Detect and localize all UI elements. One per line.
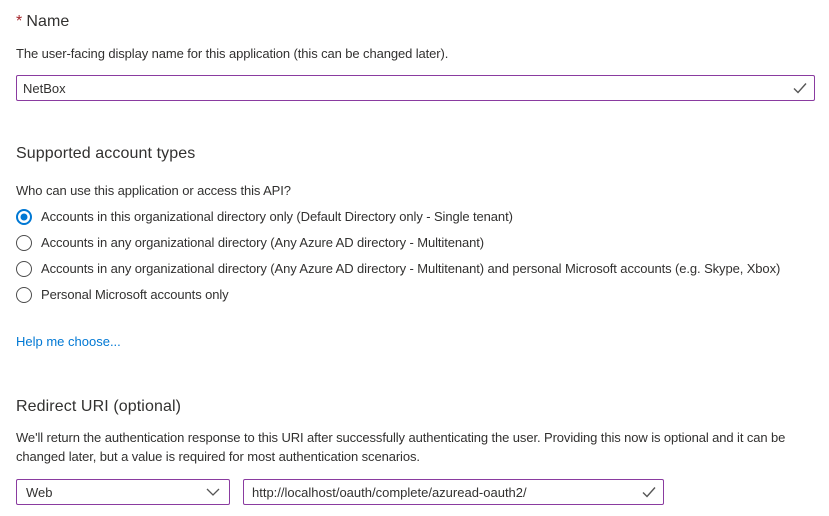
redirect-uri-input-container [243, 479, 664, 505]
radio-button[interactable] [16, 287, 32, 303]
radio-row[interactable] [16, 285, 815, 305]
redirect-uri-description: We'll return the authentication response to this URI after successfully authenticating the user. Providing this now is optional and it can be changed later, but a value is required for most authentication scenarios. [16, 430, 786, 464]
required-asterisk: * [16, 13, 23, 30]
radio-label: Accounts in this organizational directory only (Default Directory only - Single tenant) [41, 209, 513, 224]
redirect-uri-row [16, 479, 815, 505]
radio-label: Personal Microsoft accounts only [41, 287, 229, 302]
account-types-question: Who can use this application or access this API? [16, 183, 291, 198]
name-input-container [16, 75, 815, 101]
radio-row[interactable] [16, 233, 815, 253]
name-title-text: Name [26, 13, 70, 30]
platform-select-value: Web [26, 484, 53, 500]
radio-label: Accounts in any organizational directory (Any Azure AD directory - Multitenant) [41, 235, 484, 250]
redirect-uri-input[interactable] [243, 479, 664, 505]
radio-button[interactable] [16, 261, 32, 277]
name-section-title [16, 11, 815, 33]
supported-account-types-title: Supported account types [16, 145, 196, 162]
radio-row[interactable] [16, 259, 815, 279]
radio-label: Accounts in any organizational directory (Any Azure AD directory - Multitenant) and personal Microsoft accounts (e.g. Skype, Xbox) [41, 261, 781, 276]
name-input[interactable] [16, 75, 815, 101]
redirect-uri-title: Redirect URI (optional) [16, 398, 182, 415]
radio-row[interactable] [16, 207, 815, 227]
account-types-radio-group [16, 207, 815, 305]
help-me-choose-link[interactable]: Help me choose... [16, 334, 121, 349]
name-description: The user-facing display name for this application (this can be changed later). [16, 46, 449, 61]
radio-button[interactable] [16, 235, 32, 251]
radio-button[interactable] [16, 209, 32, 225]
platform-select[interactable] [16, 479, 230, 505]
chevron-down-icon [206, 488, 220, 496]
